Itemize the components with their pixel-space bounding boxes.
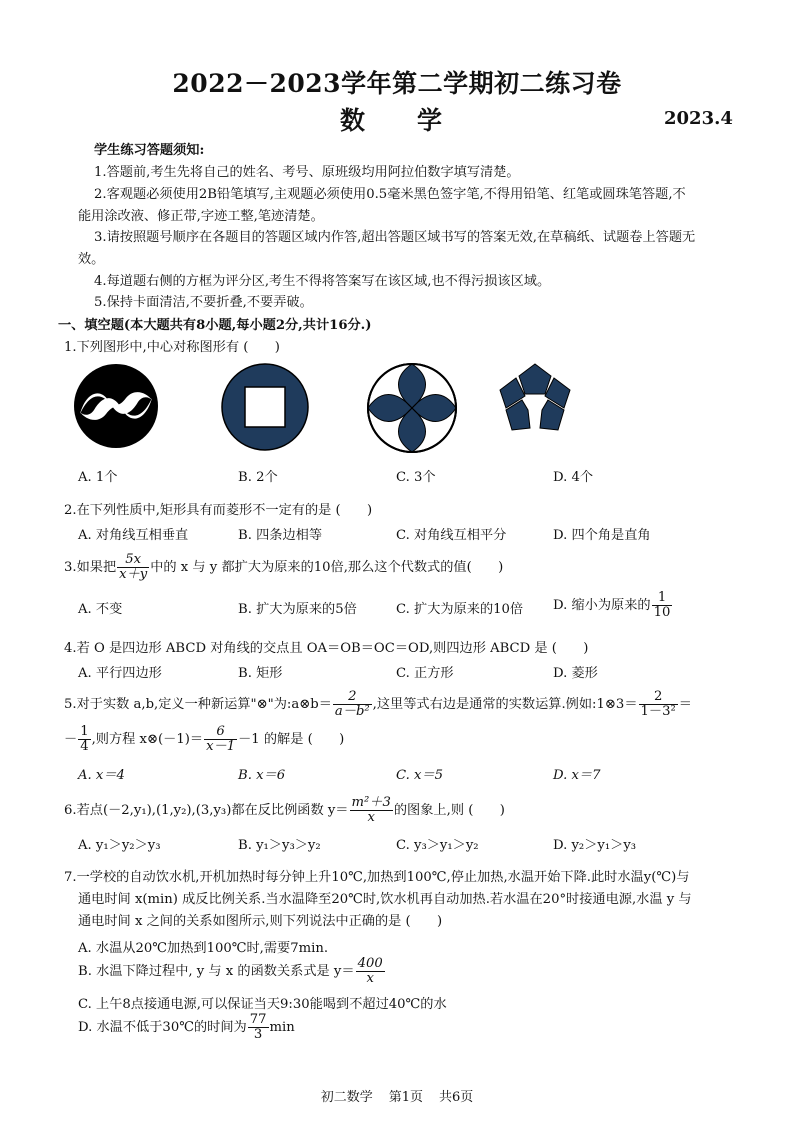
option-d[interactable] [78,1013,295,1042]
option-c[interactable]: C. 3个 [396,470,436,485]
page-footer [0,1086,794,1105]
notice-item: 5.保持卡面清洁,不要折叠,不要弄破。 [94,295,313,310]
option-c[interactable]: C. 扩大为原来的10倍 [396,602,524,617]
frac-den: x－1 [206,738,236,754]
option-b[interactable]: B. y₁＞y₃＞y₂ [238,838,321,853]
option-c[interactable]: C. 上午8点接通电源,可以保证当天9:30能喝到不超过40℃的水 [78,997,447,1012]
question-5-line-1 [64,690,692,719]
frac-den: a－b² [334,703,370,719]
option-a[interactable]: A. x＝4 [78,768,125,783]
frac-num: m²＋3 [351,795,391,810]
option-d-unit: min [269,1019,295,1035]
notice-item: 3.请按照题号顺序在各题目的答题区域内作答,超出答题区域书写的答案无效,在草稿纸、试题卷上答题无 [94,230,696,245]
frac-den: x [366,970,374,986]
q5-fraction-1 [333,690,372,719]
q3-frac-num: 5x [117,553,149,568]
pentagon-ring-figure [496,362,574,442]
q3-suffix: 中的 x 与 y 都扩大为原来的10倍,那么这个代数式的值( ) [150,559,504,575]
question-5-line-2 [64,725,344,754]
frac-num: 400 [357,956,383,971]
swirl-circle-figure [72,362,160,450]
question-7-line: 7.一学校的自动饮水机,开机加热时每分钟上升10℃,加热到100℃,停止加热,水温开始下降.此时水温y(℃)与 [64,870,690,885]
option-d[interactable]: D. 菱形 [553,666,598,681]
frac-den: 1－3² [640,703,676,719]
option-a[interactable]: A. 1个 [78,470,118,485]
q5-text: －1 的解是 ( ) [238,731,345,747]
option-d-text: D. 水温不低于30℃的时间为 [78,1019,247,1035]
option-b[interactable]: B. 扩大为原来的5倍 [238,602,357,617]
coin-square-hole-figure [220,362,310,452]
notice-item: 效。 [78,252,105,267]
q3-frac-den: x＋y [119,566,148,582]
q6-fraction [350,796,393,825]
option-b[interactable]: B. 矩形 [238,666,283,681]
frac-num: 77 [249,1012,267,1027]
q3-prefix: 3.如果把 [64,559,117,575]
option-c[interactable]: C. 正方形 [396,666,454,681]
frac-den: 10 [653,604,671,620]
four-petal-circle-figure [366,362,458,454]
question-6-stem [64,796,505,825]
option-d[interactable] [553,591,673,620]
footer-total: 共6页 [439,1090,474,1105]
option-a[interactable]: A. y₁＞y₂＞y₃ [78,838,161,853]
option-c[interactable]: C. x＝5 [396,768,444,783]
option-d[interactable]: D. 四个角是直角 [553,528,651,543]
option-b-fraction [356,957,385,986]
q5-text: 5.对于实数 a,b,定义一种新运算"⊗"为:a⊗b＝ [64,696,332,712]
question-2-stem: 2.在下列性质中,矩形具有而菱形不一定有的是 ( ) [64,503,373,518]
notice-item: 4.每道题右侧的方框为评分区,考生不得将答案写在该区域,也不得污损该区域。 [94,274,551,289]
option-d-fraction [248,1013,269,1042]
frac-num: 1 [652,591,673,606]
option-d[interactable]: D. x＝7 [553,768,601,783]
frac-num: 6 [204,725,237,740]
footer-page: 第1页 [388,1090,423,1105]
section-heading: 一、填空题(本大题共有8小题,每小题2分,共计16分.) [58,318,372,333]
q5-text: ＝ [678,696,692,712]
option-d[interactable]: D. 4个 [553,470,594,485]
frac-num: 2 [333,690,372,705]
footer-course: 初二数学 [320,1090,373,1105]
option-a[interactable]: A. 平行四边形 [78,666,162,681]
exam-title: 2022－2023学年第二学期初二练习卷 [172,69,622,98]
option-a[interactable]: A. 不变 [78,602,123,617]
option-b[interactable] [78,957,386,986]
q5-fraction-2 [639,690,678,719]
option-d[interactable]: D. y₂＞y₁＞y₃ [553,838,637,853]
option-c[interactable]: C. y₃＞y₁＞y₂ [396,838,479,853]
q6-text: 的图象上,则 ( ) [393,802,505,818]
option-b[interactable]: B. 2个 [238,470,278,485]
option-a[interactable]: A. 水温从20℃加热到100℃时,需要7min. [78,941,329,956]
notice-heading: 学生练习答题须知: [94,143,205,158]
notice-item: 能用涂改液、修正带,字迹工整,笔迹清楚。 [78,209,324,224]
option-d-fraction [652,591,673,620]
option-b[interactable]: B. x＝6 [238,768,286,783]
question-3-stem [64,553,503,582]
frac-num: 1 [80,724,89,739]
frac-num: 2 [639,690,678,705]
option-c[interactable]: C. 对角线互相平分 [396,528,507,543]
q5-text: ,这里等式右边是通常的实数运算.例如:1⊗3＝ [372,696,638,712]
notice-item: 2.客观题必须使用2B铅笔填写,主观题必须使用0.5毫米黑色签字笔,不得用铅笔、红笔或圆珠笔答题,不 [94,187,686,202]
question-7-line: 通电时间 x(min) 成反比例关系.当水温降至20℃时,饮水机再自动加热.若水温在20°时接通电源,水温 y 与 [78,892,692,907]
option-b[interactable]: B. 四条边相等 [238,528,323,543]
notice-item: 1.答题前,考生先将自己的姓名、考号、原班级均用阿拉伯数字填写清楚。 [94,165,520,180]
q5-text: ,则方程 x⊗(－1)＝ [91,731,204,747]
frac-den: x [367,809,375,825]
q5-fraction-4 [204,725,237,754]
q5-text: － [64,731,78,747]
question-1-stem: 1.下列图形中,中心对称图形有 ( ) [64,340,280,355]
frac-den: 3 [253,1026,263,1042]
question-4-stem: 4.若 O 是四边形 ABCD 对角线的交点且 OA＝OB＝OC＝OD,则四边形 ABCD 是 ( ) [64,641,589,656]
frac-den: 4 [80,738,89,754]
question-7-line: 通电时间 x 之间的关系如图所示,则下列说法中正确的是 ( ) [78,914,443,929]
q5-fraction-3 [78,725,90,754]
exam-date: 2023.4 [664,108,733,129]
subject-title: 数学 [340,106,495,135]
q3-fraction [117,553,149,582]
option-d-text: D. 缩小为原来的 [553,597,651,613]
q6-text: 6.若点(－2,y₁),(1,y₂),(3,y₃)都在反比例函数 y＝ [64,802,349,818]
option-a[interactable]: A. 对角线互相垂直 [78,528,189,543]
option-b-text: B. 水温下降过程中, y 与 x 的函数关系式是 y＝ [78,963,355,979]
